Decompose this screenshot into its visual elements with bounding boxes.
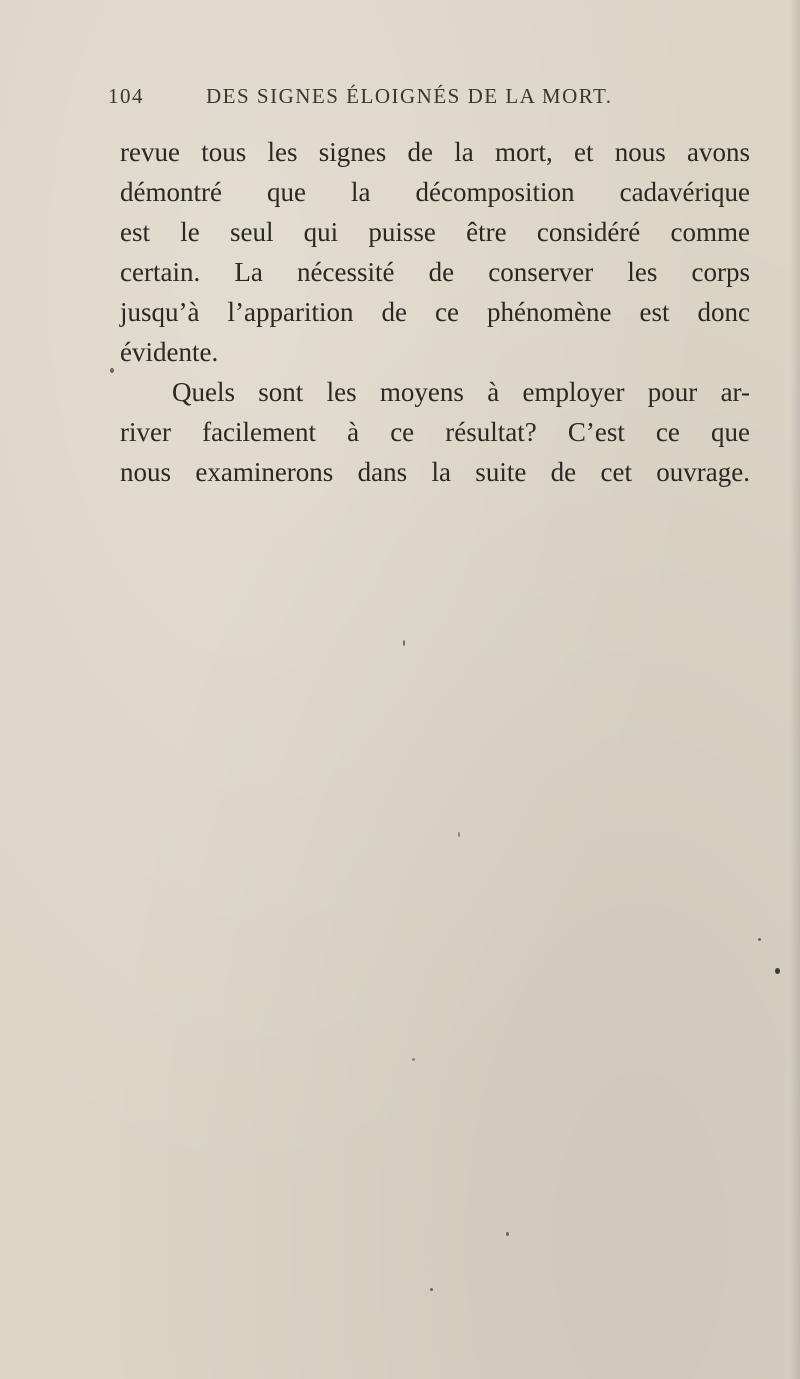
- text-line: jusqu’à l’apparition de ce phénomène est donc: [120, 297, 750, 327]
- text-line: démontré que la décomposition cadavérique: [120, 177, 750, 207]
- text-line: est le seul qui puisse être considéré comme: [120, 217, 750, 247]
- paper-speck: [775, 968, 780, 974]
- paper-speck: [506, 1232, 509, 1236]
- text-line: certain. La nécessité de conserver les corps: [120, 257, 750, 287]
- running-head: [108, 84, 748, 114]
- running-head-title: DES SIGNES ÉLOIGNÉS DE LA MORT.: [206, 84, 613, 108]
- paper-speck: [430, 1288, 433, 1291]
- page-edge-shadow: [790, 0, 800, 1379]
- paper-speck: [412, 1058, 415, 1061]
- text-line: river facilement à ce résultat? C’est ce que: [120, 417, 750, 447]
- text-line: évidente.: [120, 337, 219, 367]
- page-number: 104: [108, 84, 144, 108]
- text-line: Quels sont les moyens à employer pour ar-: [172, 377, 750, 407]
- paper-speck: [110, 368, 114, 373]
- body-text: [120, 132, 750, 492]
- paper-speck: [458, 832, 460, 837]
- text-line: revue tous les signes de la mort, et nous avons: [120, 137, 750, 167]
- paper-speck: [403, 640, 405, 646]
- text-line: nous examinerons dans la suite de cet ouvrage.: [120, 457, 750, 487]
- paper-speck: [758, 938, 761, 941]
